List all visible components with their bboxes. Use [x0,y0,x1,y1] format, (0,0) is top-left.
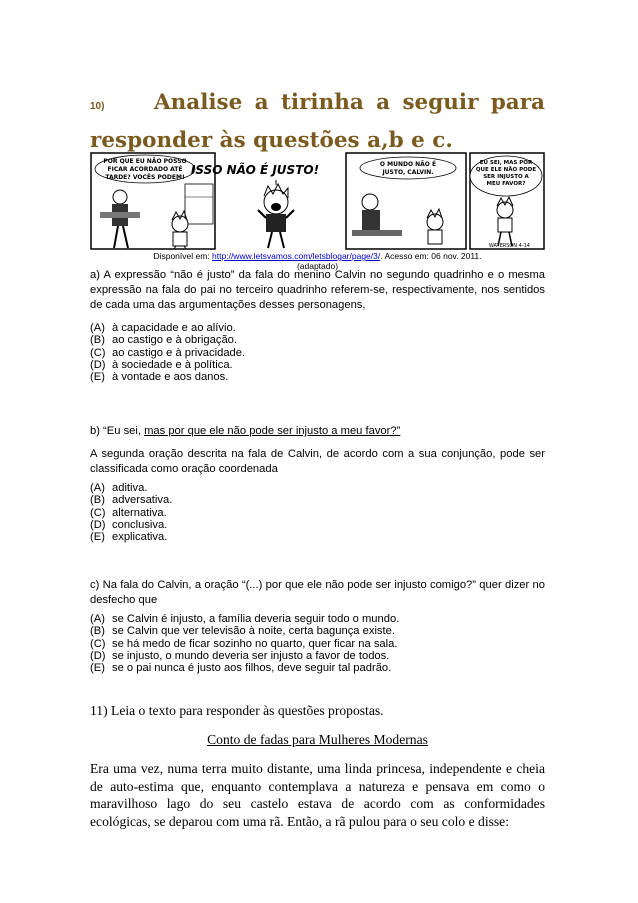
svg-text:ISSO NÃO É JUSTO!: ISSO NÃO É JUSTO! [190,163,320,177]
option-b[interactable]: (B) se Calvin que ver televisão à noite, certa bagunça existe. [90,625,395,638]
comic-source: Disponível em: http://www.letsvamos.com/letsblogar/page/3/. Acesso em: 06 nov. 2011. (adaptado) [90,251,545,271]
option-c[interactable]: (C) se há medo de ficar sozinho no quarto, quer ficar na sala. [90,637,398,650]
source-note: (adaptado) [296,261,339,271]
svg-text:MEU FAVOR?: MEU FAVOR? [486,181,526,187]
option-d[interactable]: (D) se injusto, o mundo deveria ser injusto a favor de todos. [90,649,390,662]
question-a-prompt: a) A expressão “não é justo” da fala do menino Calvin no segundo quadrinho e o mesma expressão na fala do pai no terceiro quadrinho referem-se, respectivamente, nos sentidos de cada uma das argumentações desses personagens, [90,269,545,312]
svg-text:O MUNDO NÃO É: O MUNDO NÃO É [379,161,437,168]
option-a[interactable]: (A) à capacidade e ao alívio. [90,322,236,334]
story-title: Conto de fadas para Mulheres Modernas [207,732,428,747]
story-body: Era uma vez, numa terra muito distante, uma linda princesa, independente e cheia de auto-estima que, enquanto contemplava a natureza e pensava em como o maravilhoso lago do seu castelo estava de acordo com as conformidades ecológicas, se deparou com uma rã. Então, a rã pulou para o seu colo e disse: [90,761,545,829]
svg-text:TARDE? VOCÊS PODEM!: TARDE? VOCÊS PODEM! [105,174,185,181]
question-b-quote: b) “Eu sei, mas por que ele não pode ser injusto a meu favor?” [90,425,401,437]
question-10-title: Analise a tirinha a seguir para responder às questões a,b e c. [90,90,545,153]
option-c[interactable]: (C) alternativa. [90,506,167,519]
question-b-prompt: A segunda oração descrita na fala de Calvin, de acordo com a sua conjunção, pode ser classificada como oração coordenada [90,448,545,476]
option-d[interactable]: (D) conclusiva. [90,518,168,531]
question-a-options [90,322,545,383]
calvin-comic-strip [90,152,545,258]
option-b[interactable]: (B) ao castigo e à obrigação. [90,334,238,347]
underlined-quote: mas por que ele não pode ser injusto a meu favor?” [144,425,401,437]
svg-text:WATERSON 4-14: WATERSON 4-14 [488,243,530,249]
svg-text:QUE ELE NÃO PODE: QUE ELE NÃO PODE [475,167,537,173]
option-c[interactable]: (C) ao castigo e à privacidade. [90,346,246,359]
question-number: 10) [90,101,105,112]
question-c-prompt: c) Na fala do Calvin, a oração “(...) por que ele não pode ser injusto comigo?” quer dizer no desfecho que [90,579,545,607]
svg-text:EU SEI, MAS POR: EU SEI, MAS POR [479,160,533,166]
option-e[interactable]: (E) explicativa. [90,531,168,544]
option-a[interactable]: (A) aditiva. [90,482,148,494]
question-c-options [90,613,545,674]
svg-text:SER INJUSTO A: SER INJUSTO A [483,174,529,180]
question-b-options [90,482,545,543]
svg-text:POR QUE EU NÃO POSSO: POR QUE EU NÃO POSSO [103,158,187,165]
option-b[interactable]: (B) adversativa. [90,494,173,507]
svg-text:JUSTO, CALVIN.: JUSTO, CALVIN. [382,169,434,176]
svg-text:FICAR ACORDADO ATÉ: FICAR ACORDADO ATÉ [107,166,183,173]
option-a[interactable]: (A) se Calvin é injusto, a família deveria seguir todo o mundo. [90,613,400,625]
source-link[interactable]: http://www.letsvamos.com/letsblogar/page/3/ [212,251,381,261]
option-e[interactable]: (E) se o pai nunca é justo aos filhos, deve seguir tal padrão. [90,662,392,675]
question-11-intro: 11) Leia o texto para responder às questões propostas. [90,703,384,718]
option-d[interactable]: (D) à sociedade e à política. [90,358,233,371]
question-10-heading [90,86,545,158]
option-e[interactable]: (E) à vontade e aos danos. [90,371,229,384]
comic-panel-3 [346,153,466,249]
comic-panel-4 [470,153,544,249]
